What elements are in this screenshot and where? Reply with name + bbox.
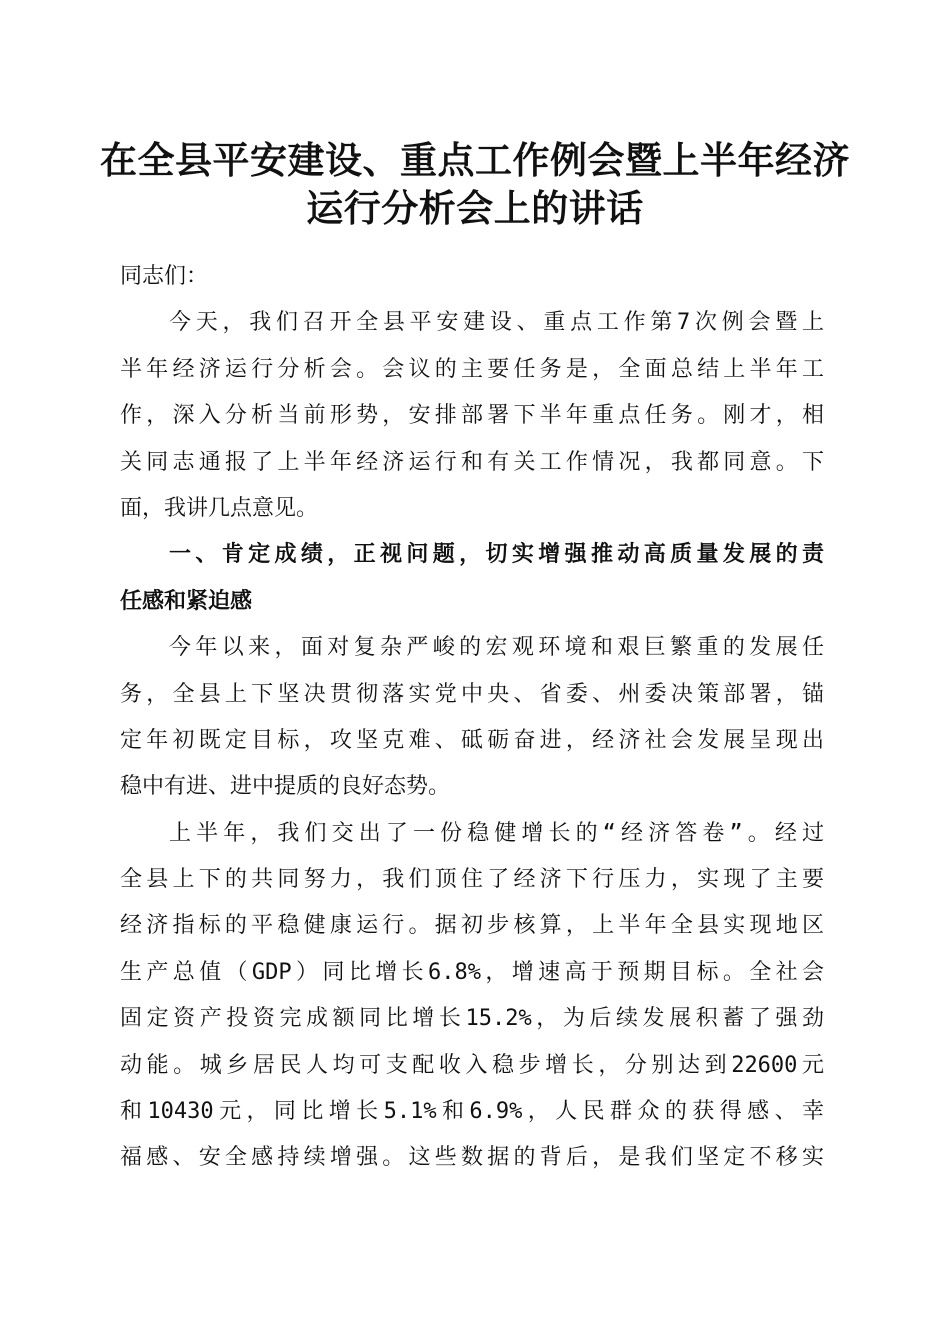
page-title <box>100 136 850 232</box>
text-line: 今天，我们召开全县平安建设、重点工作第7次例会暨上 <box>169 310 824 336</box>
heading-line: 任感和紧迫感 <box>120 588 253 614</box>
text-line: 务，全县上下坚决贯彻落实党中央、省委、州委决策部署，锚 <box>120 681 824 707</box>
text-line: 作，深入分析当前形势，安排部署下半年重点任务。刚才，相 <box>120 403 824 429</box>
text-line: 定年初既定目标，攻坚克难、砥砺奋进，经济社会发展呈现出 <box>120 727 824 753</box>
heading-line: 一、肯定成绩，正视问题，切实增强推动高质量发展的责 <box>169 542 824 568</box>
text-line: 全县上下的共同努力，我们顶住了经济下行压力，实现了主要 <box>120 867 824 893</box>
title-line: 运行分析会上的讲话 <box>306 186 644 230</box>
paragraph-economy <box>120 811 824 1182</box>
text-line: 今年以来，面对复杂严峻的宏观环境和艰巨繁重的发展任 <box>169 635 824 661</box>
text-line: 福感、安全感持续增强。这些数据的背后，是我们坚定不移实 <box>120 1145 824 1171</box>
text-line: 固定资产投资完成额同比增长15.2%，为后续发展积蓄了强劲 <box>120 1006 824 1032</box>
section-heading-1 <box>120 532 824 625</box>
paragraph-intro <box>120 300 824 532</box>
text-line: 面，我讲几点意见。 <box>120 495 319 521</box>
text-line: 动能。城乡居民人均可支配收入稳步增长，分别达到22600元 <box>120 1052 824 1078</box>
text-line: 生产总值（GDP）同比增长6.8%，增速高于预期目标。全社会 <box>120 959 824 985</box>
text-line: 和10430元，同比增长5.1%和6.9%，人民群众的获得感、幸 <box>120 1099 824 1125</box>
text-line: 稳中有进、进中提质的良好态势。 <box>120 774 451 800</box>
paragraph-achievements <box>120 625 824 811</box>
text-line: 上半年，我们交出了一份稳健增长的“经济答卷”。经过 <box>169 820 824 846</box>
document-body <box>120 254 824 1182</box>
title-line: 在全县平安建设、重点工作例会暨上半年经济 <box>100 138 850 182</box>
text-line: 关同志通报了上半年经济运行和有关工作情况，我都同意。下 <box>120 449 824 475</box>
text-line: 半年经济运行分析会。会议的主要任务是，全面总结上半年工 <box>120 356 824 382</box>
salutation: 同志们： <box>120 264 209 289</box>
text-line: 经济指标的平稳健康运行。据初步核算，上半年全县实现地区 <box>120 913 824 939</box>
